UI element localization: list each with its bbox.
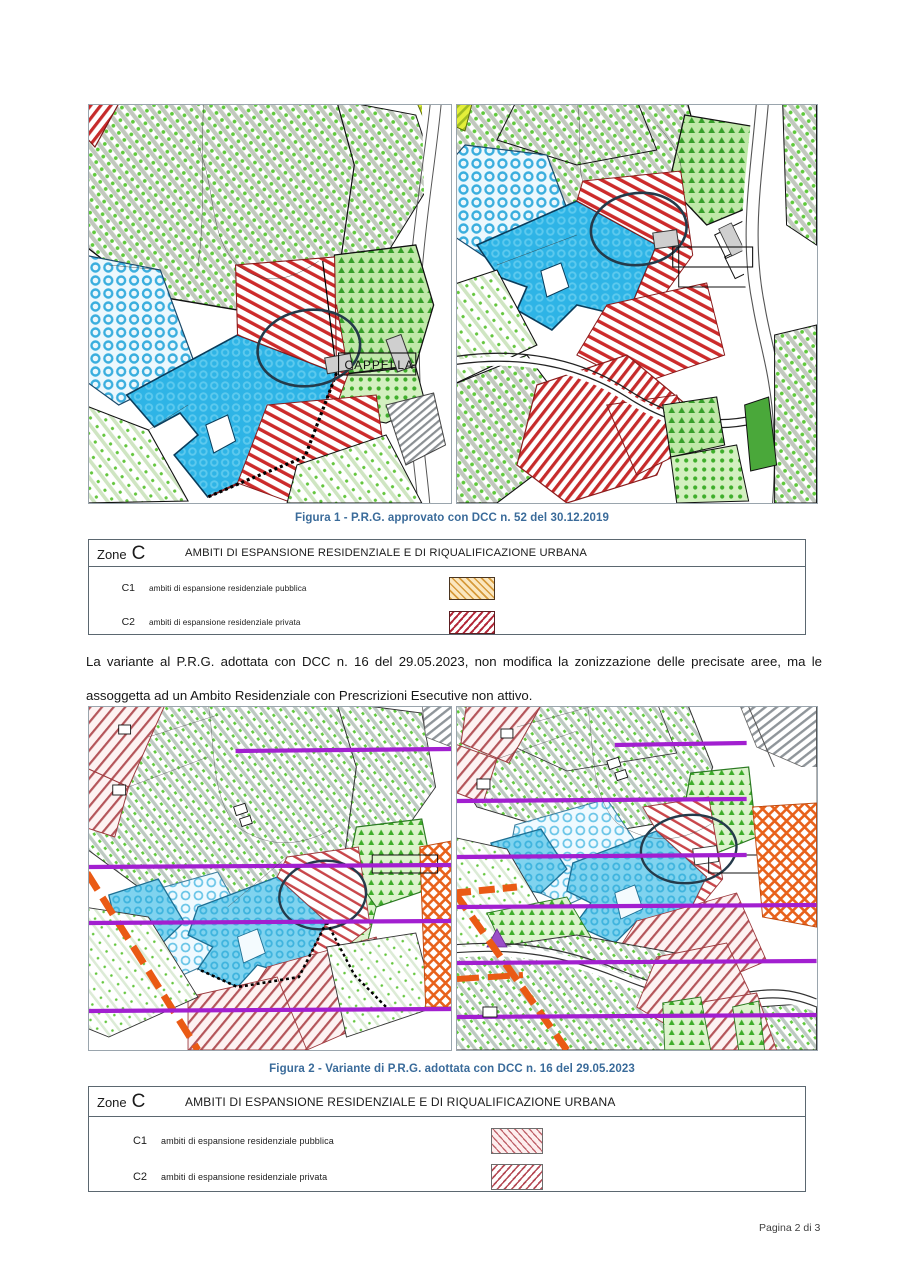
legend-row xyxy=(89,605,805,639)
figure-1-map-pair xyxy=(88,104,818,504)
figure-1-map-left[interactable] xyxy=(88,104,452,504)
legend-2-rows xyxy=(89,1117,805,1199)
legend-2-zone xyxy=(97,1092,185,1111)
figure-2-map-pair xyxy=(88,706,818,1051)
legend-1-row-1-swatch xyxy=(449,611,495,634)
legend-2-row-1-code: C2 xyxy=(132,1171,147,1183)
legend-1-row-1-description: ambiti di espansione residenziale privata xyxy=(149,617,301,627)
legend-2-row-0-swatch xyxy=(491,1128,543,1154)
legend-row xyxy=(89,571,805,605)
svg-text:CAPPELLA: CAPPELLA xyxy=(344,357,414,373)
page-footer-label: Pagina 2 di 3 xyxy=(759,1222,821,1234)
legend-table-figure-2 xyxy=(88,1086,806,1192)
legend-2-row-0-description: ambiti di espansione residenziale pubblica xyxy=(161,1136,334,1146)
figure-2-map-left[interactable] xyxy=(88,706,452,1051)
map-canvas-f1-left xyxy=(89,105,451,503)
legend-2-zone-word: Zone xyxy=(97,1095,127,1110)
legend-1-row-0-description: ambiti di espansione residenziale pubblica xyxy=(149,583,307,593)
map-canvas-f1-right xyxy=(457,105,817,503)
legend-2-row-1-swatch xyxy=(491,1164,543,1190)
map-canvas-f2-right xyxy=(457,707,817,1050)
legend-1-row-0-code: C1 xyxy=(121,582,135,594)
figure-1-caption: Figura 1 - P.R.G. approvato con DCC n. 52 del 30.12.2019 xyxy=(294,512,610,524)
legend-2-row-1-description: ambiti di espansione residenziale privata xyxy=(161,1172,328,1182)
legend-1-zone xyxy=(97,544,185,563)
legend-row xyxy=(89,1123,805,1159)
legend-2-header xyxy=(89,1087,805,1117)
legend-1-row-0-swatch xyxy=(449,577,495,600)
legend-1-title: AMBITI DI ESPANSIONE RESIDENZIALE E DI RIQUALIFICAZIONE URBANA xyxy=(185,547,587,559)
body-paragraph: La variante al P.R.G. adottata con DCC n. 16 del 29.05.2023, non modifica la zonizzazione delle precisate aree, ma le assoggetta ad un Ambito Residenziale con Prescrizioni Esecutive non attivo. xyxy=(86,654,822,703)
legend-table-figure-1 xyxy=(88,539,806,635)
legend-2-row-0-code: C1 xyxy=(132,1135,147,1147)
figure-2-caption: Figura 2 - Variante di P.R.G. adottata con DCC n. 16 del 29.05.2023 xyxy=(269,1063,635,1075)
map-canvas-f2-left xyxy=(89,707,451,1050)
legend-1-header xyxy=(89,540,805,567)
figure-2-map-right[interactable] xyxy=(456,706,818,1051)
legend-1-zone-word: Zone xyxy=(97,546,127,562)
legend-1-row-1-code: C2 xyxy=(121,616,135,628)
legend-1-rows xyxy=(89,567,805,643)
figure-1-map-right[interactable] xyxy=(456,104,818,504)
legend-2-title: AMBITI DI ESPANSIONE RESIDENZIALE E DI RIQUALIFICAZIONE URBANA xyxy=(185,1094,616,1109)
legend-1-zone-letter: C xyxy=(131,542,146,564)
legend-2-zone-letter: C xyxy=(131,1091,146,1112)
legend-row xyxy=(89,1159,805,1195)
